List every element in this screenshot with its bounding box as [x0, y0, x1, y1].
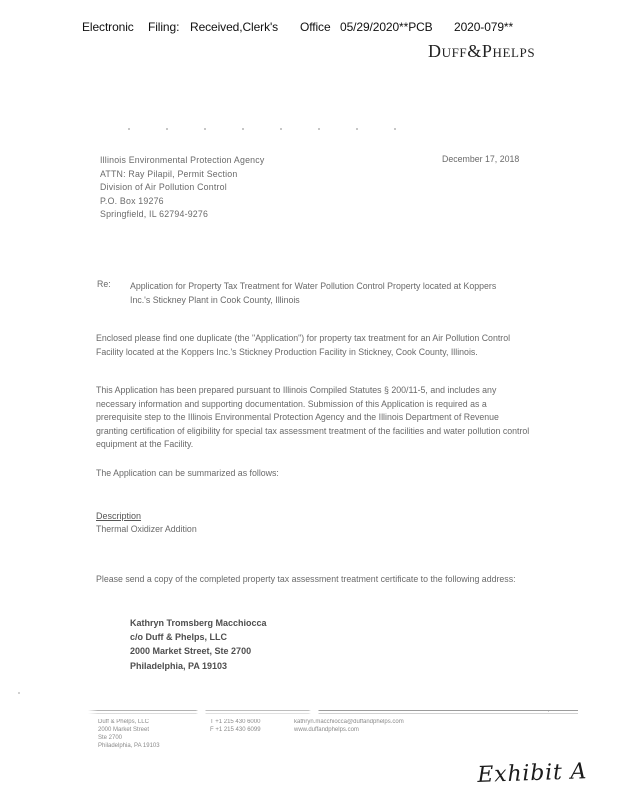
footer-address-column [98, 718, 160, 750]
address-line: Springfield, IL 62794-9276 [100, 209, 209, 220]
recipient-address-block [100, 154, 320, 222]
faint-scan-trace [110, 128, 410, 130]
filing-stamp-filing: Filing: [148, 20, 180, 34]
filing-stamp-case-number: 2020-079** [454, 20, 514, 34]
footer-line-text: T +1 215 430 6000 [210, 719, 261, 725]
footer-divider [88, 710, 578, 711]
re-subject: Application for Property Tax Treatment for Water Pollution Control Property located at Koppers Inc.'s Stickney Plant in Cook County, Illinois [130, 281, 497, 305]
footer-web-column [294, 718, 404, 734]
address-line: Illinois Environmental Protection Agency [100, 155, 265, 165]
filing-stamp-date-pcb: 05/29/2020**PCB [340, 20, 433, 34]
re-label: Re: [97, 279, 111, 289]
footer-line-text: kathryn.macchiocca@duffandphelps.com [294, 719, 404, 725]
duff-phelps-logo: Duff&Phelps [428, 41, 536, 61]
recipient-line: Philadelphia, PA 19103 [130, 660, 228, 671]
footer-phone-column [210, 718, 261, 734]
letter-date: December 17, 2018 [442, 154, 520, 164]
filing-stamp-office: Office [300, 20, 331, 34]
footer-line-text: F +1 215 430 6099 [210, 727, 261, 733]
address-line: Division of Air Pollution Control [100, 182, 227, 193]
description-item: Thermal Oxidizer Addition [96, 524, 197, 534]
filing-stamp-received-clerks: Received,Clerk's [190, 20, 279, 34]
scan-artifact [548, 711, 549, 712]
footer-line-text: Duff & Phelps, LLC [98, 719, 149, 725]
recipient-line: c/o Duff & Phelps, LLC [130, 632, 228, 643]
body-paragraph-summary: The Application can be summarized as follows: [96, 468, 279, 478]
recipient-line: Kathryn Tromsberg Macchiocca [130, 618, 267, 628]
footer-line-text: www.duffandphelps.com [294, 727, 359, 733]
footer-line-text: 2000 Market Street [98, 727, 150, 733]
body-paragraph-enclosed: Enclosed please find one duplicate (the "Application") for property tax treatment for an Air Pollution Control Facility located at the Koppers Inc.'s Stickney Production Facility in Stickney, Cook County, Illinois. [96, 333, 511, 357]
mailing-recipient-block [130, 616, 350, 673]
body-paragraph-prepared: This Application has been prepared pursuant to Illinois Compiled Statutes § 200/11-5, and includes any necessary information and supporting documentation. Submission of this Application is required as a prerequisite step to the Illinois Environmental Protection Agency and the Illinois Department of Revenue granting certification of eligibility for special tax assessment treatment of the facilities and water pollution control equipment at the Facility. [96, 385, 530, 450]
address-line: ATTN: Ray Pilapil, Permit Section [100, 168, 238, 179]
recipient-line: 2000 Market Street, Ste 2700 [130, 646, 252, 657]
scan-artifact [18, 692, 20, 694]
filing-stamp-electronic: Electronic [82, 20, 134, 34]
description-heading: Description [96, 511, 142, 521]
footer-line-text: Ste 2700 [98, 735, 123, 741]
address-line: P.O. Box 19276 [100, 195, 164, 206]
body-paragraph-send-copy: Please send a copy of the completed property tax assessment treatment certificate to the following address: [96, 574, 516, 584]
exhibit-handwritten-label: Exhibit A [477, 759, 588, 788]
footer-line-text: Philadelphia, PA 19103 [98, 743, 160, 749]
footer-divider-shadow [88, 713, 578, 714]
filing-stamp [82, 20, 552, 38]
